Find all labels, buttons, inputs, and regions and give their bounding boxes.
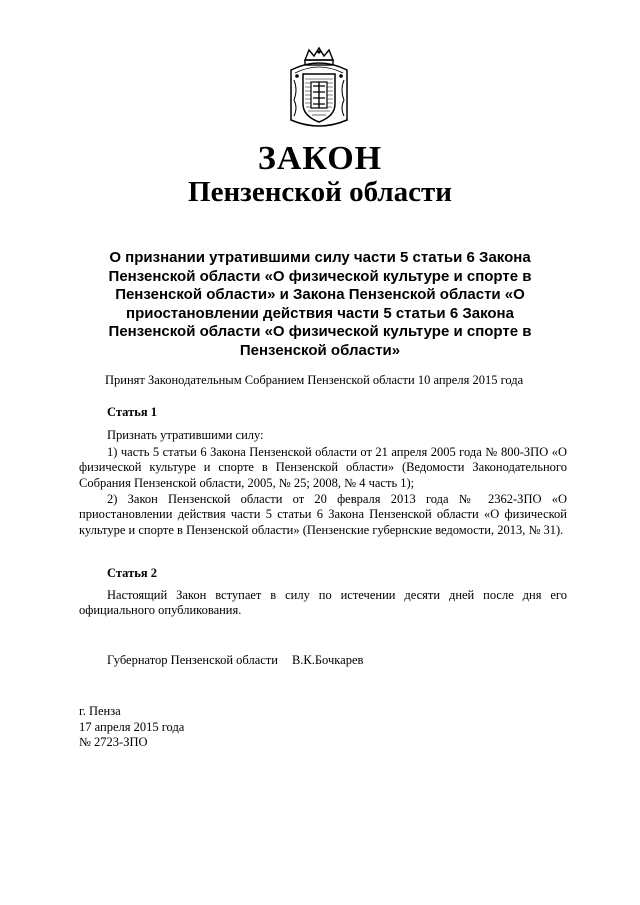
law-subtitle: Пензенской области xyxy=(188,176,452,208)
governor-name: В.К.Бочкарев xyxy=(291,653,364,667)
law-heading: О признании утратившими силу части 5 статьи 6 Закона Пензенской области «О физической культуре и спорте в Пензенской области» и Закона Пензенской области «О приостановлении действия части 5 статьи 6 Закона Пензенской области «О физической культуре и спорте в Пензенской области» xyxy=(108,249,532,359)
footer-city: г. Пенза xyxy=(79,704,121,718)
signature-block xyxy=(107,652,363,668)
article-1-label: Статья 1 xyxy=(107,405,157,419)
law-title: ЗАКОН xyxy=(257,140,383,177)
penza-coat-of-arms-icon xyxy=(285,46,353,130)
article-2-text: Настоящий Закон вступает в силу по истечении десяти дней после дня его официального опубликования. xyxy=(79,588,567,618)
document-footer xyxy=(79,704,184,751)
article-1-intro: Признать утратившими силу: xyxy=(107,428,264,442)
footer-number: № 2723-ЗПО xyxy=(79,735,148,749)
article-1-item-2: 2) Закон Пензенской области от 20 февраля 2013 года № 2362-ЗПО «О приостановлении действия части 5 статьи 6 Закона Пензенской области «О физической культуре и спорте в Пензенской области» (Пензенские губернские ведомости, 2013, № 31). xyxy=(79,492,567,537)
governor-title: Губернатор Пензенской области xyxy=(107,653,278,667)
adoption-note: Принят Законодательным Собранием Пензенской области 10 апреля 2015 года xyxy=(105,373,524,387)
footer-date: 17 апреля 2015 года xyxy=(79,719,185,734)
article-1-item-1: 1) часть 5 статьи 6 Закона Пензенской области от 21 апреля 2005 года № 800-ЗПО «О физической культуре и спорте в Пензенской области» (Ведомости Законодательного Собрания Пензенской области, 2005, № 25; 2008, № 4 часть 1); xyxy=(79,445,567,490)
article-2-label: Статья 2 xyxy=(107,566,157,580)
